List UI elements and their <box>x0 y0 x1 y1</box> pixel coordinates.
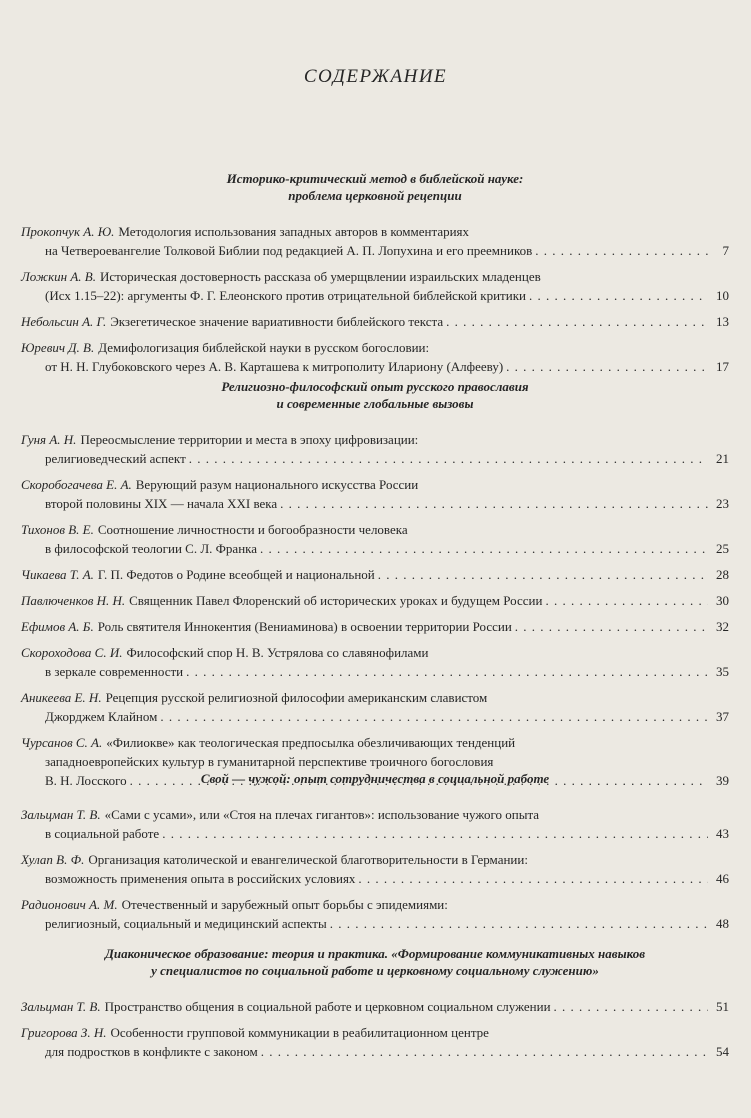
toc-entry[interactable] <box>21 475 729 513</box>
entry-title: для подростков в конфликте с законом <box>45 1044 258 1059</box>
toc-entry-line <box>21 312 729 331</box>
entry-title: возможность применения опыта в российских условиях <box>45 871 356 886</box>
entry-author: Чикаева Т. А. <box>21 567 94 582</box>
toc-entry-line <box>21 494 729 513</box>
dot-leader <box>186 662 708 681</box>
entry-title: второй половины XIX — начала XXI века <box>45 496 278 511</box>
entry-title: Организация католической и евангелической благотворительности в Германии: <box>88 852 528 867</box>
entry-title: от Н. Н. Глубоковского через А. В. Карташева к митрополиту Илариону (Алфееву) <box>45 359 504 374</box>
section-heading-line: и современные глобальные вызовы <box>276 396 474 411</box>
entry-title: Методология использования западных авторов в комментариях <box>118 224 470 239</box>
dot-leader <box>529 286 708 305</box>
toc-entry[interactable] <box>21 805 729 843</box>
toc-entry[interactable] <box>21 895 729 933</box>
toc-entry-line <box>21 869 729 888</box>
toc-entry-line <box>21 449 729 468</box>
entry-page-number: 32 <box>716 619 729 634</box>
section-heading-line: проблема церковной рецепции <box>288 188 462 203</box>
entry-author: Скоробогачева Е. А. <box>21 477 132 492</box>
section-heading-line: Историко-критический метод в библейской науке: <box>226 171 524 186</box>
toc-entry[interactable] <box>21 850 729 888</box>
toc-entry[interactable] <box>21 338 729 376</box>
toc-entry-line <box>21 997 729 1016</box>
section-heading <box>21 378 729 412</box>
entry-page-number: 13 <box>716 314 729 329</box>
entry-page-number: 17 <box>716 359 729 374</box>
entry-title: Переосмысление территории и места в эпоху цифровизации: <box>80 432 419 447</box>
toc-entry-line <box>21 539 729 558</box>
entry-title: Рецепция русской религиозной философии американским славистом <box>105 690 488 705</box>
entry-title: в философской теологии С. Л. Франка <box>45 541 258 556</box>
toc-entry[interactable] <box>21 520 729 558</box>
toc-entry-line <box>21 707 729 726</box>
entry-title: «Филиокве» как теологическая предпосылка обезличивающих тенденций <box>106 735 516 750</box>
toc-entry-line <box>21 475 729 494</box>
toc-entry-line <box>21 286 729 305</box>
dot-leader <box>160 707 708 726</box>
section-heading-line: Религиозно-философский опыт русского православия <box>221 379 529 394</box>
dot-leader <box>545 591 708 610</box>
entry-page-number: 48 <box>716 916 729 931</box>
entry-page-number: 10 <box>716 288 729 303</box>
toc-entry[interactable] <box>21 267 729 305</box>
entry-title: Историческая достоверность рассказа об умерщвлении израильских младенцев <box>100 269 541 284</box>
toc-entry-line <box>21 565 729 584</box>
entry-page-number: 28 <box>716 567 729 582</box>
toc-entry-line <box>21 752 729 771</box>
entry-author: Чурсанов С. А. <box>21 735 103 750</box>
section-heading <box>21 770 729 787</box>
dot-leader <box>358 869 708 888</box>
entry-title: Верующий разум национального искусства России <box>135 477 419 492</box>
toc-entry[interactable] <box>21 312 729 331</box>
entry-title: В. Н. Лосского <box>45 773 127 788</box>
section-heading <box>21 945 729 979</box>
toc-entry-line <box>21 850 729 869</box>
entry-title: «Сами с усами», или «Стоя на плечах гигантов»: использование чужого опыта <box>104 807 540 822</box>
entry-author: Тихонов В. Е. <box>21 522 94 537</box>
dot-leader <box>162 824 708 843</box>
dot-leader <box>554 997 708 1016</box>
entry-page-number: 25 <box>716 541 729 556</box>
toc-entry-line <box>21 914 729 933</box>
entry-author: Хулап В. Ф. <box>21 852 85 867</box>
toc-entry-line <box>21 338 729 357</box>
entry-author: Прокопчук А. Ю. <box>21 224 115 239</box>
toc-entry-line <box>21 591 729 610</box>
entry-page-number: 30 <box>716 593 729 608</box>
entry-title: Г. П. Федотов о Родине всеобщей и национальной <box>97 567 375 582</box>
entry-title: религиоведческий аспект <box>45 451 186 466</box>
toc-section <box>21 170 729 383</box>
toc-entry[interactable] <box>21 1023 729 1061</box>
dot-leader <box>378 565 708 584</box>
entry-author: Ложкин А. В. <box>21 269 96 284</box>
entry-page-number: 23 <box>716 496 729 511</box>
toc-entry-line <box>21 267 729 286</box>
toc-entry-line <box>21 617 729 636</box>
entry-title: Пространство общения в социальной работе и церковном социальном служении <box>104 999 551 1014</box>
section-heading-line: у специалистов по социальной работе и церковному социальному служению» <box>151 963 599 978</box>
entry-author: Григорова З. Н. <box>21 1025 107 1040</box>
toc-section <box>21 378 729 797</box>
toc-section <box>21 945 729 1068</box>
dot-leader <box>330 914 708 933</box>
entry-page-number: 35 <box>716 664 729 679</box>
toc-entry-line <box>21 805 729 824</box>
dot-leader <box>260 539 708 558</box>
entry-title: Соотношение личностности и богообразности человека <box>97 522 408 537</box>
dot-leader <box>261 1042 708 1061</box>
entry-author: Зальцман Т. В. <box>21 807 101 822</box>
section-heading-line: Свой — чужой: опыт сотрудничества в социальной работе <box>200 771 550 786</box>
entry-title: Демифологизация библейской науки в русском богословии: <box>98 340 430 355</box>
entry-author: Павлюченков Н. Н. <box>21 593 126 608</box>
toc-section <box>21 770 729 940</box>
section-heading-line: Диаконическое образование: теория и практика. «Формирование коммуникативных навыков <box>104 946 645 961</box>
entry-author: Радионович А. М. <box>21 897 118 912</box>
toc-entry-line <box>21 688 729 707</box>
dot-leader <box>515 617 708 636</box>
toc-entry-line <box>21 733 729 752</box>
toc-entry-line <box>21 643 729 662</box>
dot-leader <box>280 494 708 513</box>
toc-entry[interactable] <box>21 591 729 610</box>
toc-entry-line <box>21 241 729 260</box>
toc-entry-line <box>21 430 729 449</box>
entry-title: Особенности групповой коммуникации в реабилитационном центре <box>110 1025 489 1040</box>
toc-entry-line <box>21 1023 729 1042</box>
entry-author: Небольсин А. Г. <box>21 314 107 329</box>
entry-author: Юревич Д. В. <box>21 340 95 355</box>
toc-entry-line <box>21 520 729 539</box>
entry-title: на Четвероевангелие Толковой Библии под редакцией А. П. Лопухина и его преемников <box>45 243 533 258</box>
toc-entry[interactable] <box>21 997 729 1016</box>
entry-page-number: 39 <box>716 773 729 788</box>
section-heading <box>21 170 729 204</box>
entry-title: Священник Павел Флоренский об исторических уроках и будущем России <box>129 593 543 608</box>
dot-leader <box>535 241 708 260</box>
toc-entry-line <box>21 1042 729 1061</box>
toc-entry[interactable] <box>21 617 729 636</box>
entry-title: Отечественный и зарубежный опыт борьбы с эпидемиями: <box>121 897 448 912</box>
toc-entry-line <box>21 662 729 681</box>
entry-page-number: 46 <box>716 871 729 886</box>
entry-title: Экзегетическое значение вариативности библейского текста <box>110 314 444 329</box>
entry-author: Ефимов А. Б. <box>21 619 94 634</box>
entry-title: Роль святителя Иннокентия (Вениаминова) в освоении территории России <box>97 619 512 634</box>
entry-page-number: 51 <box>716 999 729 1014</box>
entry-title: (Исх 1.15–22): аргументы Ф. Г. Елеонского против отрицательной библейской критики <box>45 288 526 303</box>
toc-entry[interactable] <box>21 222 729 260</box>
dot-leader <box>189 449 708 468</box>
page-title: СОДЕРЖАНИЕ <box>303 66 448 87</box>
entry-title: в социальной работе <box>45 826 160 841</box>
entry-title: Джорджем Клайном <box>45 709 158 724</box>
entry-page-number: 7 <box>722 243 729 258</box>
entry-author: Аникеева Е. Н. <box>21 690 102 705</box>
entry-author: Скороходова С. И. <box>21 645 123 660</box>
toc-entry-line <box>21 895 729 914</box>
toc-entry[interactable] <box>21 430 729 468</box>
entry-author: Зальцман Т. В. <box>21 999 101 1014</box>
toc-entry-line <box>21 357 729 376</box>
toc-entry[interactable] <box>21 688 729 726</box>
dot-leader <box>506 357 708 376</box>
entry-page-number: 43 <box>716 826 729 841</box>
entry-author: Гуня А. Н. <box>21 432 77 447</box>
toc-entry-line <box>21 824 729 843</box>
entry-title: религиозный, социальный и медицинский аспекты <box>45 916 327 931</box>
entry-title: западноевропейских культур в гуманитарной перспективе троичного богословия <box>45 754 494 769</box>
toc-entry-line <box>21 222 729 241</box>
toc-entry[interactable] <box>21 565 729 584</box>
entry-page-number: 37 <box>716 709 729 724</box>
entry-title: в зеркале современности <box>45 664 184 679</box>
entry-page-number: 21 <box>716 451 729 466</box>
dot-leader <box>446 312 708 331</box>
toc-entry[interactable] <box>21 643 729 681</box>
entry-page-number: 54 <box>716 1044 729 1059</box>
entry-title: Философский спор Н. В. Устрялова со славянофилами <box>126 645 429 660</box>
